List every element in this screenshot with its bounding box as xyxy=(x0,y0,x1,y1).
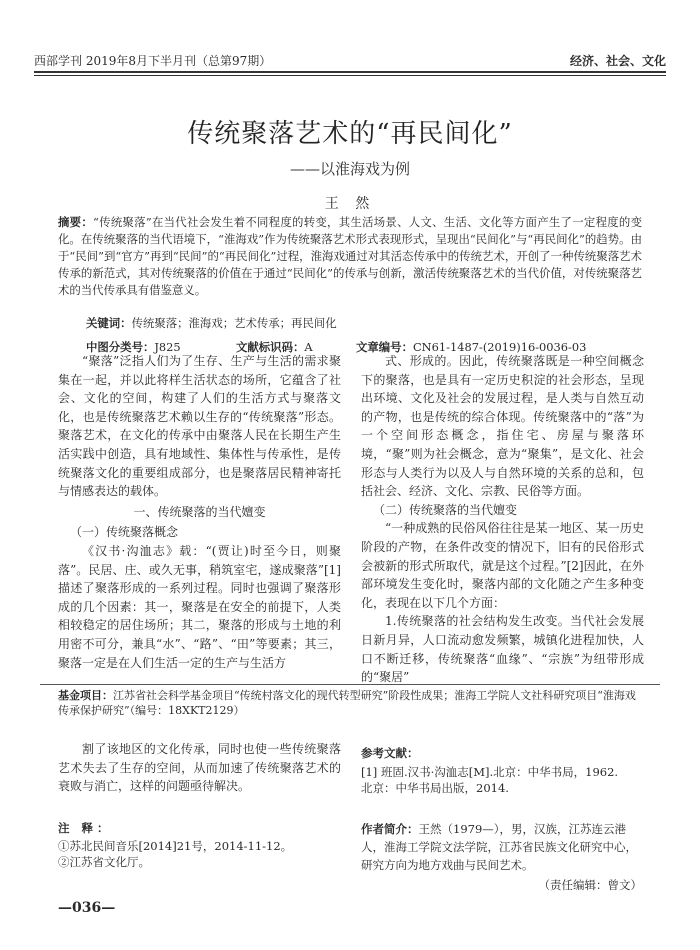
header-rule xyxy=(34,71,666,73)
doc-label: 文献标识码： xyxy=(236,340,305,354)
abstract-label: 摘要： xyxy=(58,215,94,229)
clc-value: J825 xyxy=(154,340,181,354)
keywords-label: 关键词： xyxy=(86,316,132,330)
header-rule-thin xyxy=(34,75,666,76)
fund-note xyxy=(58,688,642,718)
page-number: —036— xyxy=(58,900,116,916)
references-label: 参考文献： xyxy=(361,746,419,760)
id-value: CN61-1487-(2019)16-0036-03 xyxy=(412,340,587,354)
article-subtitle: ——以淮海戏为例 xyxy=(289,160,410,178)
body-paragraph: 《汉书·沟洫志》载：“(贾让)时至今日，则聚落”。民居、庄、或久无事，稍筑室宅，遂成聚落”[1]描述了聚落形成的一系列过程。同时也强调了聚落形成的几个因素：其一，聚落是在安全的前提下，人类相较稳定的居住场所；其二，聚落的形成与土地的利用密不可分，兼具“水”、“路”、“田”等要素；其三，聚落一定是在人们生活一定的生产与生活方 xyxy=(58,543,341,670)
body-continuation xyxy=(58,740,341,796)
references xyxy=(361,745,644,796)
author-bio xyxy=(361,820,644,874)
keywords xyxy=(86,315,642,331)
section-heading: 一、传统聚落的当代嬗变 xyxy=(133,504,266,519)
id-label: 文章编号： xyxy=(356,340,413,354)
clc-label: 中图分类号： xyxy=(86,340,155,354)
continuation-paragraph: 割了该地区的文化传承，同时也使一些传统聚落艺术失去了生存的空间，从而加速了传统聚落艺术的衰败与消亡，这样的问题亟待解决。 xyxy=(58,742,341,794)
abstract-text: “传统聚落”在当代社会发生着不同程度的转变，其生活场景、人文、生活、文化等方面产生了一定程度的变化。在传统聚落的当代语境下，“淮海戏”作为传统聚落艺术形式表现形式，呈现出“民间化”与“再民间化”的趋势。由于“民间”到“官方”再到“民间”的“再民间化”过程，淮海戏通过对其活态传承中的传统艺术，开创了一种传统聚落艺术传承的新范式，其对传统聚落的价值在于通过“民间化”的传承与创新，激活传统聚落艺术的当代价值，对传统聚落艺术的当代传承具有借鉴意义。 xyxy=(58,215,642,297)
notes xyxy=(58,820,341,870)
running-header xyxy=(34,50,666,72)
article-author: 王 然 xyxy=(324,196,376,212)
bio-label: 作者简介： xyxy=(361,822,419,836)
notes-label: 注 释： xyxy=(58,821,113,835)
reference-item: [1] 班固.汉书·沟洫志[M].北京：中华书局，1962. xyxy=(361,765,619,779)
article-title: 传统聚落艺术的“再民间化” xyxy=(187,119,513,149)
body-column-left xyxy=(58,352,341,672)
editor-note: （责任编辑：曾文） xyxy=(538,878,642,892)
fund-text: 江苏省社会科学基金项目“传统村落文化的现代转型研究”阶段性成果；淮海工学院人文社科研究项目“淮海戏传承保护研究”（编号：18XKT2129） xyxy=(58,689,636,717)
body-paragraph: “聚落”泛指人们为了生存、生产与生活的需求聚集在一起，并以此将样生活状态的场所，它蕴含了社会、文化的空间，构建了人们的生活方式与聚落文化，也是传统聚落艺术赖以生存的“传统聚落”形态。聚落艺术，在文化的传承中由聚落人民在长期生产生活实践中创造，具有地域性、集体性与传承性，是传统聚落文化的重要组成部分，也是聚落居民精神寄托与情感表达的载体。 xyxy=(58,354,341,499)
reference-item: 北京：中华书局出版，2014. xyxy=(361,781,509,795)
note-item: ①苏北民间音乐[2014]21号，2014-11-12。 xyxy=(58,839,293,853)
journal-name: 西部学刊 2019年8月下半月刊（总第97期） xyxy=(34,54,272,68)
body-paragraph: 式、形成的。因此，传统聚落既是一种空间概念下的聚落，也是具有一定历史积淀的社会形态，呈现出环境、文化及社会的发展过程，是人类与自然互动的产物，也是传统的综合体现。传统聚落中的“落”为一个空间形态概念，指住宅、房屋与聚落环境，“聚”则为社会概念，意为“聚集”，是文化、社会形态与人类行为以及人与自然环境的关系的总和，包括社会、经济、文化、宗教、民俗等方面。 xyxy=(361,354,644,499)
bio-text: 王然（1979—），男，汉族，江苏连云港人，淮海工学院文法学院，江苏省民族文化研究中心，研究方向为地方戏曲与民间艺术。 xyxy=(361,822,637,872)
doc-value: A xyxy=(304,340,313,354)
fund-rule xyxy=(40,684,660,685)
abstract xyxy=(58,214,642,299)
keywords-text: 传统聚落；淮海戏；艺术传承；再民间化 xyxy=(131,316,337,330)
body-column-right xyxy=(361,352,644,687)
subsection-heading: （二）传统聚落的当代嬗变 xyxy=(373,502,518,517)
fund-label: 基金项目： xyxy=(58,689,113,702)
note-item: ②江苏省文化厅。 xyxy=(58,855,150,869)
body-paragraph: “一种成熟的民俗风俗往往是某一地区、某一历史阶段的产物，在条件改变的情况下，旧有的民俗形式会被新的形式所取代，就是这个过程。”[2]因此，在外部环境发生变化时，聚落内部的文化随之产生多种变化，表现在以下几个方面： xyxy=(361,521,644,610)
subsection-heading: （一）传统聚落概念 xyxy=(70,525,179,540)
body-paragraph: 1.传统聚落的社会结构发生改变。当代社会发展日新月异，人口流动愈发频繁，城镇化进程加快，人口不断迁移，传统聚落“血缘”、“宗族”为纽带形成的“聚居” xyxy=(361,614,644,685)
section-name: 经济、社会、文化 xyxy=(569,54,666,68)
